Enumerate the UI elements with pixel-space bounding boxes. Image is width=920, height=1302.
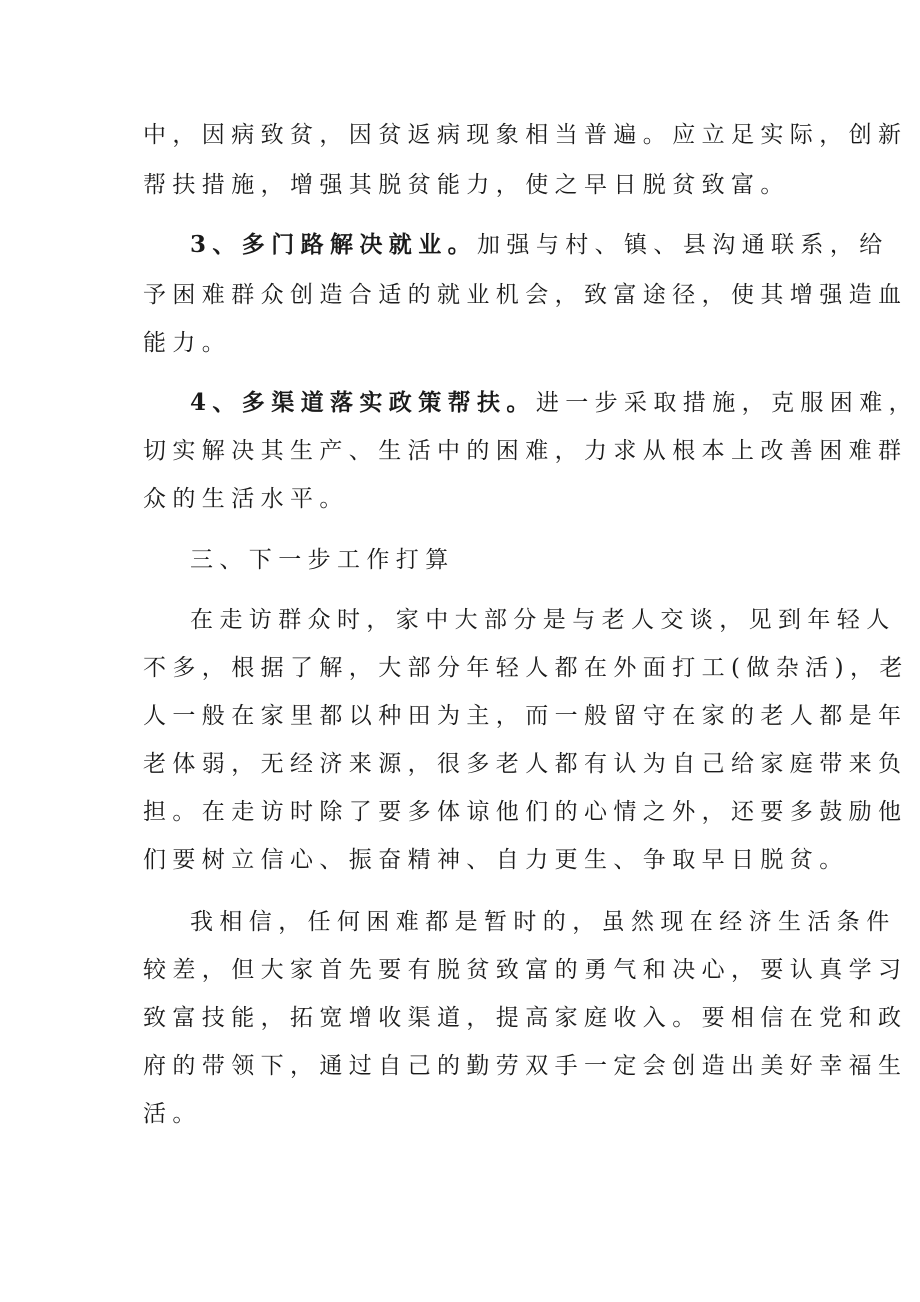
- paragraph-line: [190, 388, 919, 418]
- paragraph-line: 致富技能，拓宽增收渠道，提高家庭收入。要相信在党和政: [143, 1005, 908, 1031]
- paragraph-line: 帮扶措施，增强其脱贫能力，使之早日脱贫致富。: [143, 172, 790, 198]
- paragraph-line: 老体弱，无经济来源，很多老人都有认为自己给家庭带来负: [143, 751, 908, 777]
- paragraph-line: 中，因病致贫，因贫返病现象相当普遍。应立足实际，创新: [143, 122, 908, 148]
- section-heading: 三、下一步工作打算: [190, 547, 455, 573]
- item-4-heading: 4、多渠道落实政策帮扶。: [190, 389, 536, 416]
- paragraph-line: 活。: [143, 1101, 202, 1127]
- paragraph-line: 担。在走访时除了要多体谅他们的心情之外，还要多鼓励他: [143, 799, 908, 825]
- paragraph-line: 人一般在家里都以种田为主，而一般留守在家的老人都是年: [143, 703, 908, 729]
- item-3-text: 加强与村、镇、县沟通联系，给: [477, 232, 889, 258]
- paragraph-line: 较差，但大家首先要有脱贫致富的勇气和决心，要认真学习: [143, 957, 908, 983]
- paragraph-line: 不多，根据了解，大部分年轻人都在外面打工(做杂活)，老: [143, 655, 909, 681]
- paragraph-line: 在走访群众时，家中大部分是与老人交谈，见到年轻人: [190, 607, 896, 633]
- item-4-text: 进一步采取措施，克服困难，: [535, 390, 919, 416]
- paragraph-line: 我相信，任何困难都是暂时的，虽然现在经济生活条件: [190, 909, 896, 935]
- paragraph-line: 们要树立信心、振奋精神、自力更生、争取早日脱贫。: [143, 847, 849, 873]
- paragraph-line: 众的生活水平。: [143, 486, 349, 512]
- item-3-heading: 3、多门路解决就业。: [190, 231, 478, 258]
- paragraph-line: 能力。: [143, 330, 232, 356]
- paragraph-line: 府的带领下，通过自己的勤劳双手一定会创造出美好幸福生: [143, 1053, 908, 1079]
- paragraph-line: 予困难群众创造合适的就业机会，致富途径，使其增强造血: [143, 282, 908, 308]
- paragraph-line: 切实解决其生产、生活中的困难，力求从根本上改善困难群: [143, 438, 908, 464]
- paragraph-line: [190, 230, 889, 260]
